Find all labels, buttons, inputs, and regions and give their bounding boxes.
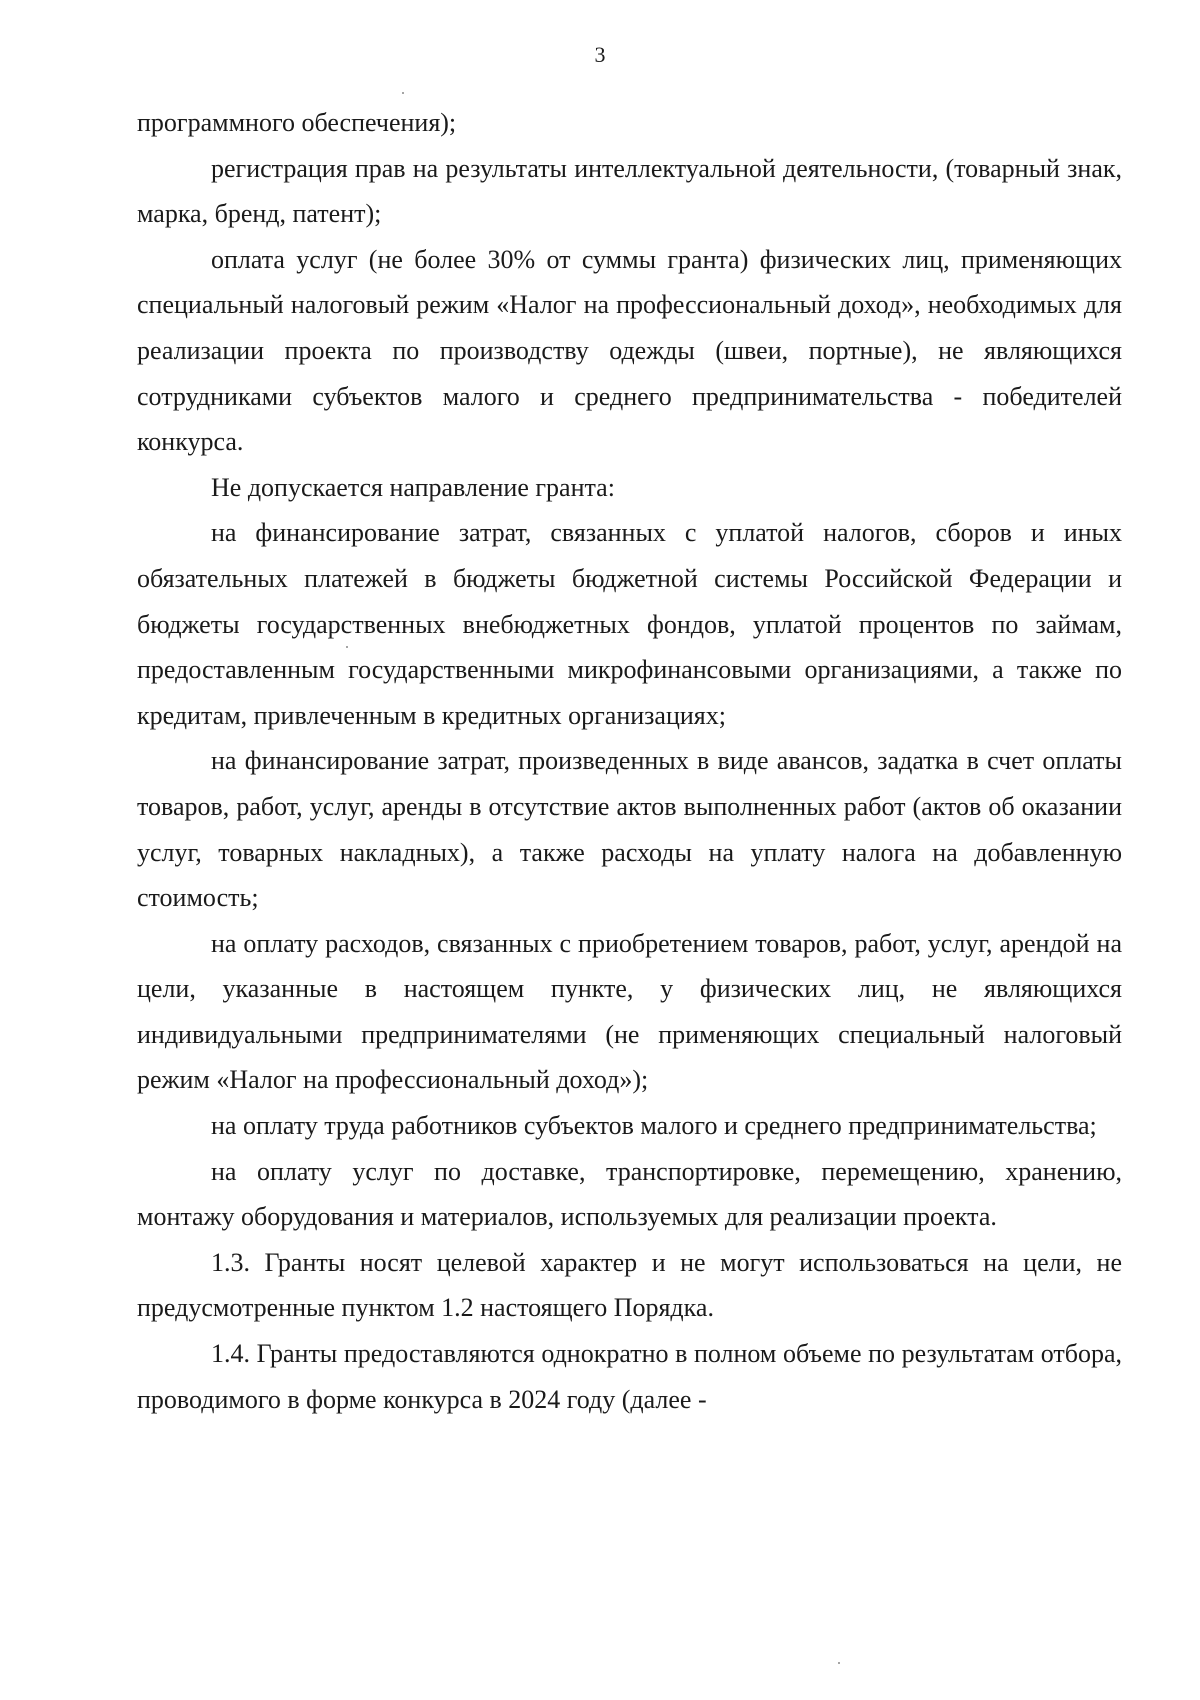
paragraph-labor-restriction: на оплату труда работников субъектов малого и среднего предпринимательства; [211, 1111, 1097, 1141]
paragraph-section-1-3: 1.3. Гранты носят целевой характер и не могут использоваться на цели, не предусмотренные пунктом 1.2 настоящего Порядка. [137, 1247, 1122, 1323]
page-number: 3 [594, 42, 606, 67]
paragraph-advances-restriction: на финансирование затрат, произведенных в виде авансов, задатка в счет оплаты товаров, работ, услуг, аренды в отсутствие актов выполненных работ (актов об оказании услуг, товарных накладных), а также расходы на уплату налога на добавленную стоимость; [137, 746, 1122, 913]
paragraph-delivery-restriction: на оплату услуг по доставке, транспортировке, перемещению, хранению, монтажу оборудования и материалов, используемых для реализации проекта. [137, 1156, 1122, 1232]
paragraph-restrictions-heading: Не допускается направление гранта: [211, 472, 615, 502]
paragraph-section-1-4: 1.4. Гранты предоставляются однократно в полном объеме по результатам отбора, проводимого в форме конкурса в 2024 году (далее - [137, 1339, 1122, 1414]
paragraph-services-payment: оплата услуг (не более 30% от суммы гранта) физических лиц, применяющих специальный налоговый режим «Налог на профессиональный доход», необходимых для реализации проекта по производству одежды (швеи, портные), не являющихся сотрудниками субъектов малого и среднего предпринимательства - победителей конкурса. [137, 244, 1122, 457]
paragraph-individuals-restriction: на оплату расходов, связанных с приобретением товаров, работ, услуг, арендой на цели, указанные в настоящем пункте, у физических лиц, не являющихся индивидуальными предпринимателями (не применяющих специальный налоговый режим «Налог на профессиональный доход»); [137, 928, 1122, 1095]
paragraph-taxes-restriction: на финансирование затрат, связанных с уплатой налогов, сборов и иных обязательных платежей в бюджеты бюджетной системы Российской Федерации и бюджеты государственных внебюджетных фондов, уплатой процентов по займам, предоставленным государственными микрофинансовыми организациями, а также по кредитам, привлеченным в кредитных организациях; [137, 518, 1122, 730]
document-body [137, 100, 1122, 1422]
paragraph-ip-registration: регистрация прав на результаты интеллектуальной деятельности, (товарный знак, марка, бренд, патент); [137, 153, 1122, 229]
paragraph-continuation: программного обеспечения); [137, 108, 457, 137]
scan-speck [838, 1662, 840, 1664]
scan-speck [346, 646, 348, 648]
scan-speck [402, 92, 404, 94]
